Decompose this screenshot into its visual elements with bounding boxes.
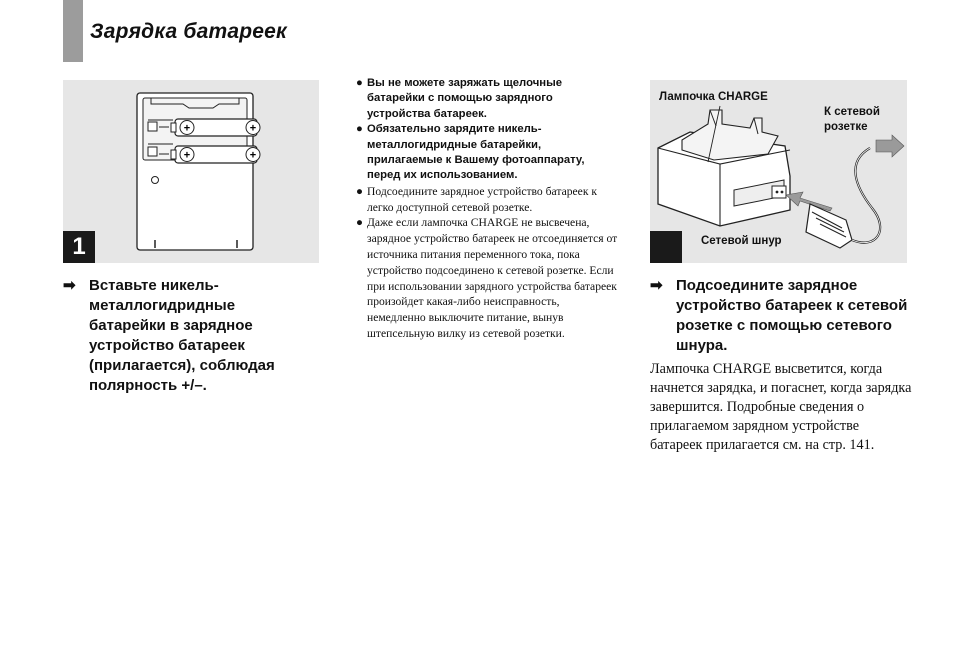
step-number-1: 1 [63,231,95,263]
step2-instruction [650,276,910,356]
step1-instruction-text: Вставьте никель-металлогидридные батарейки в зарядное устройство батареек (прилагается), соблюдая полярность +/–. [89,277,275,394]
note-item [356,184,618,216]
label-to-outlet: К сетевой розетке [824,106,880,133]
label-charge-lamp: Лампочка CHARGE [659,91,768,103]
title-accent-bar [63,0,83,62]
note-text: Обязательно зарядите никель-металлогидридные батарейки, прилагаемые к Вашему фотоаппарату, перед их использованием. [367,123,585,182]
figure-battery-insertion [63,80,319,263]
step1-instruction [63,276,313,396]
note-item [356,215,618,341]
bullet-icon: ● [356,184,364,198]
svg-text:+: + [183,122,191,135]
note-text: Подсоедините зарядное устройство батареек к легко доступной сетевой розетке. [367,184,597,214]
label-power-cord: Сетевой шнур [701,235,782,247]
battery-charger-illustration [63,80,319,263]
arrow-right-icon: ➡ [650,277,663,294]
bullet-icon: ● [356,216,364,230]
bullet-icon: ● [356,123,363,136]
step2-body-text: Лампочка CHARGE высветится, когда начнется зарядка, и погаснет, когда зарядка завершится. Подробные сведения о прилагаемом зарядном устройстве батареек прилагается см. на стр. 141. [650,361,912,453]
svg-text:+: + [249,122,257,135]
note-item [356,76,618,122]
step-number-2-box [650,231,682,263]
svg-text:+: + [249,149,257,162]
arrow-right-icon: ➡ [63,277,76,294]
notes-list [356,76,618,342]
note-text: Даже если лампочка CHARGE не высвечена, зарядное устройство батареек не отсоединяется от источника питания переменного тока, пока устройство подсоединено к сетевой розетке. Если при использовании зарядного устройства батареек произойдет какая-либо неисправность, немедленно выключите питание, вынув штепсельную вилку из сетевой розетки. [367,216,618,341]
page-title: Зарядка батареек [90,20,287,43]
bullet-icon: ● [356,77,363,89]
note-text: Вы не можете заряжать щелочные батарейки с помощью зарядного устройства батареек. [367,77,563,120]
note-item [356,122,618,184]
step2-instruction-text: Подсоедините зарядное устройство батареек к сетевой розетке с помощью сетевого шнура. [676,277,908,354]
svg-text:+: + [183,149,191,162]
figure-charger-connection [650,80,907,263]
